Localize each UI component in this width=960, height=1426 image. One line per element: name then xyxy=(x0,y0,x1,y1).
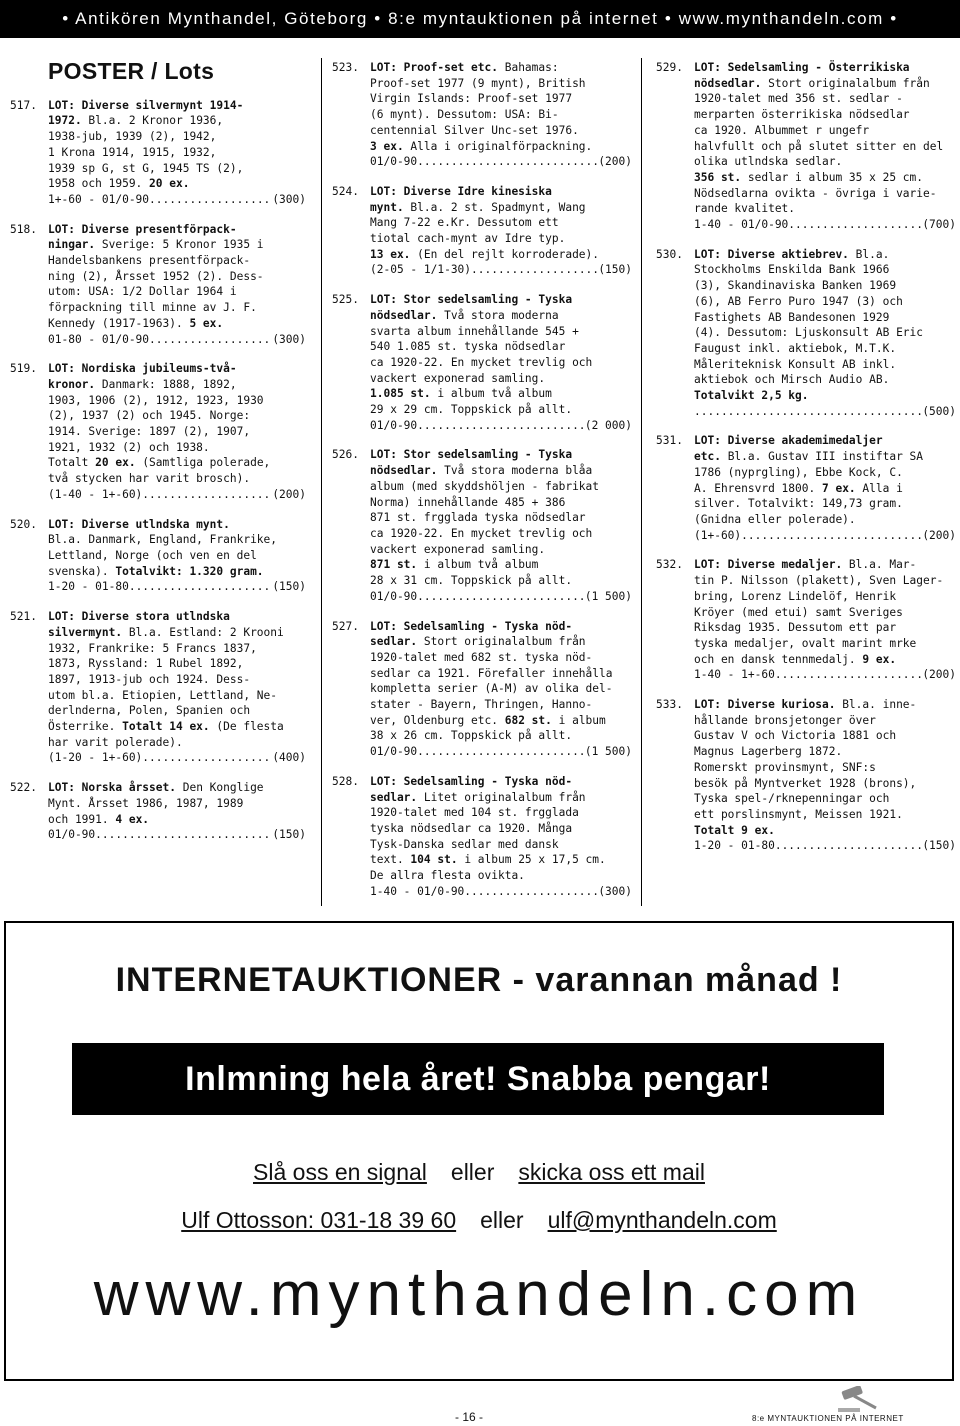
lot-price-line xyxy=(48,827,306,843)
lot-item xyxy=(332,292,632,433)
lot-text-line: 1938-jub, 1939 (2), 1942, xyxy=(48,130,217,144)
lot-column-1 xyxy=(10,60,306,857)
lot-text-line: Nödsedlarna ovikta - övriga i varie- xyxy=(694,186,937,200)
lot-item xyxy=(332,447,632,604)
lot-text-line: silvermynt. Bl.a. Estland: 2 Krooni xyxy=(48,625,284,639)
lot-price: (300) xyxy=(272,192,306,206)
lot-text-line: sedlar ca 1921. Förefaller innehålla xyxy=(370,666,613,680)
lot-description xyxy=(48,361,306,502)
lot-text-line: merparten österrikiska nödsedlar xyxy=(694,108,910,122)
lot-text-line: två stycken har varit brosch). xyxy=(48,472,251,486)
lot-price-line xyxy=(370,418,632,434)
lot-price: (150) xyxy=(922,839,956,853)
lot-text-line: derlnderna, Polen, Spanien och xyxy=(48,704,251,718)
lot-text-line: rande kvalitet. xyxy=(694,202,796,216)
lot-description xyxy=(370,60,632,170)
lot-description xyxy=(694,697,956,854)
lot-text-line: har varit polerade). xyxy=(48,735,183,749)
lot-description xyxy=(48,780,306,843)
lot-item xyxy=(656,697,956,854)
lot-grade: 1-40 - 1+-60 xyxy=(694,668,775,682)
lot-text-line: LOT: Diverse medaljer. Bl.a. Mar- xyxy=(694,558,917,572)
column-divider-1 xyxy=(321,58,322,906)
lot-text-line: 1920-talet med 682 st. tyska nöd- xyxy=(370,650,593,664)
leader-dots xyxy=(788,217,922,233)
column-divider-2 xyxy=(641,58,642,906)
lot-number: 518. xyxy=(10,222,37,236)
lot-grade: (2-05 - 1/1-30) xyxy=(370,263,472,277)
lot-number: 519. xyxy=(10,362,37,376)
lot-item xyxy=(332,774,632,900)
ad-url[interactable]: www.mynthandeln.com xyxy=(93,1260,865,1329)
lot-text-line: kompletta serier (A-M) av olika del- xyxy=(370,682,613,696)
lot-number: 522. xyxy=(10,781,37,795)
lot-description xyxy=(694,247,956,420)
lot-text-line: 356 st. sedlar i album 35 x 25 cm. xyxy=(694,170,924,184)
lot-number: 525. xyxy=(332,293,359,307)
lot-text-line: sedlar. Stort originalalbum från xyxy=(370,635,586,649)
lot-text-line: vackert exponerad samling. xyxy=(370,371,546,385)
lot-text-line: 1932, Frankrike: 5 Francs 1837, xyxy=(48,641,257,655)
lot-text-line: tin P. Nilsson (plakett), Sven Lager- xyxy=(694,574,944,588)
lot-item xyxy=(332,619,632,760)
lot-text-line: LOT: Diverse utlndska mynt. xyxy=(48,517,230,531)
lot-description xyxy=(370,292,632,433)
lot-description xyxy=(370,184,632,278)
lot-text-line: svenska). Totalvikt: 1.320 gram. xyxy=(48,564,264,578)
lot-text-line: LOT: Stor sedelsamling - Tyska xyxy=(370,448,573,462)
lot-item xyxy=(656,247,956,420)
lot-text-line: Stockholms Enskilda Bank 1966 xyxy=(694,263,890,277)
lot-grade: (1-40 - 1+-60) xyxy=(48,487,143,501)
lot-number: 526. xyxy=(332,448,359,462)
ad-headline: INTERNETAUKTIONER - varannan månad ! xyxy=(115,961,843,999)
lot-item xyxy=(332,60,632,170)
lot-text-line: LOT: Diverse akademimedaljer xyxy=(694,434,883,448)
lot-text-line: Mynt. Årsset 1986, 1987, 1989 xyxy=(48,796,244,810)
lot-number: 524. xyxy=(332,184,359,198)
lot-text-line: och en dansk tennmedalj. 9 ex. xyxy=(694,652,897,666)
lot-text-line: ver, Oldenburg etc. 682 st. i album xyxy=(370,713,606,727)
leader-dots xyxy=(149,192,272,208)
lot-text-line: Österrike. Totalt 14 ex. (De flesta xyxy=(48,720,284,734)
lot-text-line: LOT: Diverse stora utlndska xyxy=(48,610,230,624)
lot-price: (200) xyxy=(922,528,956,542)
lot-text-line: LOT: Diverse aktiebrev. Bl.a. xyxy=(694,247,890,261)
or-text-2: eller xyxy=(480,1207,524,1233)
lot-number: 527. xyxy=(332,619,359,633)
lot-text-line: 1920-talet med 356 st. sedlar - xyxy=(694,92,903,106)
lot-text-line: (Gnidna eller polerade). xyxy=(694,512,856,526)
leader-dots xyxy=(129,579,272,595)
page-heading: POSTER / Lots xyxy=(48,58,215,84)
lot-text-line: svarta album innehållande 545 + xyxy=(370,324,579,338)
leader-dots xyxy=(694,404,922,420)
lot-text-line: nödsedlar. Stort originalalbum från xyxy=(694,76,930,90)
lot-text-line: ca 1920. Albummet r ungefr xyxy=(694,123,870,137)
lot-text-line: Kennedy (1917-1963). 5 ex. xyxy=(48,316,224,330)
ad-call-line xyxy=(6,1159,952,1186)
advertisement-box xyxy=(4,921,954,1381)
leader-dots xyxy=(471,262,598,278)
lot-number: 531. xyxy=(656,434,683,448)
lot-price: (150) xyxy=(598,263,632,277)
lot-price: (150) xyxy=(272,828,306,842)
lot-text-line: ningar. Sverige: 5 Kronor 1935 i xyxy=(48,238,264,252)
lot-text-line: 1939 sp G, st G, 1945 TS (2), xyxy=(48,161,244,175)
lot-text-line: sedlar. Litet originalalbum från xyxy=(370,790,586,804)
lot-text-line: Lettland, Norge (och ven en del xyxy=(48,548,257,562)
lot-text-line: aktiebok och Mirsch Audio AB. xyxy=(694,373,890,387)
lot-grade: 01/0-90 xyxy=(370,745,418,759)
lot-text-line: LOT: Diverse Idre kinesiska xyxy=(370,184,552,198)
lot-text-line: text. 104 st. i album 25 x 17,5 cm. xyxy=(370,853,606,867)
lot-grade: 01-80 - 01/0-90 xyxy=(48,332,150,346)
lot-text-line: etc. Bl.a. Gustav III instiftar SA xyxy=(694,450,924,464)
leader-dots xyxy=(142,750,272,766)
lot-item xyxy=(10,98,306,208)
lot-text-line: Handelsbankens presentförpack- xyxy=(48,254,251,268)
lot-text-line: 38 x 26 cm. Toppskick på allt. xyxy=(370,729,573,743)
lot-description xyxy=(694,433,956,543)
lot-text-line: LOT: Norska årsset. Den Konglige xyxy=(48,781,264,795)
leader-dots xyxy=(417,744,585,760)
lot-text-line: Virgin Islands: Proof-set 1977 xyxy=(370,92,573,106)
lot-text-line: 871 st. i album två album xyxy=(370,558,539,572)
lot-description xyxy=(48,609,306,766)
leader-dots xyxy=(464,884,598,900)
lot-item xyxy=(10,780,306,843)
lot-text-line: 1972. Bl.a. 2 Kronor 1936, xyxy=(48,114,224,128)
lot-item xyxy=(10,609,306,766)
lot-text-line: bring, Lorenz Lindelöf, Henrik xyxy=(694,589,897,603)
lot-price-line xyxy=(370,589,632,605)
lot-text-line: 1873, Ryssland: 1 Rubel 1892, xyxy=(48,657,244,671)
lot-text-line: Faugust inkl. aktiebok, M.T.K. xyxy=(694,341,897,355)
footer-text: 8:e MYNTAUKTIONEN PÅ INTERNET xyxy=(752,1414,904,1423)
lot-text-line: album (med skyddshöljen - fabrikat xyxy=(370,479,600,493)
lot-text-line: 871 st. frgglada tyska nödsedlar xyxy=(370,511,586,525)
lot-text-line: Tysk-Danska sedlar med dansk xyxy=(370,837,559,851)
lot-price-line xyxy=(694,404,956,420)
leader-dots xyxy=(95,827,272,843)
lot-price-line xyxy=(48,192,306,208)
lot-text-line: Magnus Lagerberg 1872. xyxy=(694,745,843,759)
lot-text-line: 3 ex. Alla i originalförpackning. xyxy=(370,139,593,153)
lot-column-3 xyxy=(656,60,956,868)
lot-number: 529. xyxy=(656,61,683,74)
mail-link[interactable]: skicka oss ett mail xyxy=(518,1159,705,1185)
lot-text-line: 1.085 st. i album två album xyxy=(370,387,552,401)
lot-price: (300) xyxy=(598,884,632,898)
lot-text-line: 1903, 1906 (2), 1912, 1923, 1930 xyxy=(48,393,264,407)
lot-text-line: Måleriteknisk Konsult AB inkl. xyxy=(694,357,897,371)
lot-text-line: ning (2), Årsset 1952 (2). Dess- xyxy=(48,269,264,283)
lot-text-line: Norma) innehållande 485 + 386 xyxy=(370,495,566,509)
lot-description xyxy=(370,447,632,604)
lot-price: (200) xyxy=(272,487,306,501)
lot-price-line xyxy=(370,884,632,900)
lot-text-line: utom bl.a. Etiopien, Lettland, Ne- xyxy=(48,688,278,702)
lot-text-line: LOT: Sedelsamling - Tyska nöd- xyxy=(370,774,573,788)
lot-number: 530. xyxy=(656,247,683,261)
lot-text-line: hållande bronsjetonger över xyxy=(694,713,876,727)
leader-dots xyxy=(417,154,598,170)
lot-text-line: 13 ex. (En del rejlt korroderade). xyxy=(370,247,600,261)
lot-item xyxy=(656,433,956,543)
lot-grade: (1+-60) xyxy=(694,528,742,542)
lot-text-line: 1786 (nyprgling), Ebbe Kock, C. xyxy=(694,465,903,479)
lot-text-line: tyska nödsedlar ca 1920. Många xyxy=(370,821,573,835)
lot-text-line: olika utlndska sedlar. xyxy=(694,155,843,169)
lot-text-line: nödsedlar. Två stora moderna xyxy=(370,308,559,322)
lot-text-line: LOT: Diverse silvermynt 1914- xyxy=(48,98,244,112)
or-text: eller xyxy=(450,1159,495,1185)
gavel-icon xyxy=(836,1386,886,1414)
lot-price-line xyxy=(370,744,632,760)
lot-text-line: tyska medaljer, ovalt marint mrke xyxy=(694,636,917,650)
lot-grade: 01/0-90 xyxy=(370,589,418,603)
lot-text-line: Bl.a. Danmark, England, Frankrike, xyxy=(48,533,278,547)
lot-text-line: Totalvikt 2,5 kg. xyxy=(694,389,809,403)
email-link[interactable]: ulf@mynthandeln.com xyxy=(547,1207,777,1233)
leader-dots xyxy=(417,589,585,605)
lot-number: 521. xyxy=(10,610,37,624)
leader-dots xyxy=(775,667,922,683)
lot-price-line xyxy=(370,262,632,278)
lot-text-line: Romerskt provinsmynt, SNF:s xyxy=(694,760,876,774)
lot-text-line: tiotal cach-mynt av Idre typ. xyxy=(370,232,566,246)
lot-price: (700) xyxy=(922,218,956,232)
lot-price-line xyxy=(48,750,306,766)
lot-text-line: Gustav V och Victoria 1881 och xyxy=(694,729,897,743)
lot-number: 532. xyxy=(656,558,683,572)
lot-price: (1 500) xyxy=(584,589,632,603)
lot-text-line: mynt. Bl.a. 2 st. Spadmynt, Wang xyxy=(370,200,586,214)
lot-text-line: (6 mynt). Dessutom: USA: Bi- xyxy=(370,108,559,122)
lot-price-line xyxy=(694,528,956,544)
lot-number: 523. xyxy=(332,61,359,74)
lot-text-line: ett porslinsmynt, Meissen 1921. xyxy=(694,807,903,821)
lot-price: (200) xyxy=(922,668,956,682)
lot-item xyxy=(10,222,306,348)
lot-text-line: Fastighets AB Bandesonen 1929 xyxy=(694,310,890,324)
lot-grade: 1+-60 - 01/0-90 xyxy=(48,192,150,206)
lot-text-line: kronor. Danmark: 1888, 1892, xyxy=(48,377,237,391)
lot-description xyxy=(48,517,306,596)
lot-description xyxy=(694,557,956,683)
leader-dots xyxy=(775,838,922,854)
lot-item xyxy=(656,557,956,683)
lot-grade: 1-20 - 01-80 xyxy=(694,839,775,853)
lot-item xyxy=(10,517,306,596)
lot-text-line: ca 1920-22. En mycket trevlig och xyxy=(370,355,593,369)
header-banner: • Antikören Mynthandel, Göteborg • 8:e myntauktionen på internet • www.mynthandeln.com • xyxy=(0,0,960,38)
lot-price: (1 500) xyxy=(584,745,632,759)
lot-price-line xyxy=(48,332,306,348)
ad-banner: Inlmning hela året! Snabba pengar! xyxy=(72,1043,884,1115)
lot-text-line: 540 1.085 st. tyska nödsedlar xyxy=(370,340,566,354)
lot-text-line: silver. Totalvikt: 149,73 gram. xyxy=(694,497,903,511)
lot-text-line: LOT: Proof-set etc. Bahamas: xyxy=(370,61,559,74)
lot-text-line: LOT: Stor sedelsamling - Tyska xyxy=(370,293,573,307)
lot-price-line xyxy=(694,217,956,233)
lot-price-line xyxy=(694,838,956,854)
lot-grade: 01/0-90 xyxy=(48,828,96,842)
lot-text-line: 29 x 29 cm. Toppskick på allt. xyxy=(370,403,573,417)
lot-text-line: utom: USA: 1/2 Dollar 1964 i xyxy=(48,285,237,299)
lot-text-line: förpackning till minne av J. F. xyxy=(48,301,257,315)
lot-text-line: Proof-set 1977 (9 mynt), British xyxy=(370,76,586,90)
lot-description xyxy=(370,619,632,760)
lot-text-line: LOT: Diverse kuriosa. Bl.a. inne- xyxy=(694,698,917,712)
lot-text-line: stater - Bayern, Thringen, Hanno- xyxy=(370,698,593,712)
lot-price: (500) xyxy=(922,404,956,418)
lot-text-line: Riksdag 1935. Dessutom ett par xyxy=(694,621,897,635)
lot-price: (400) xyxy=(272,751,306,765)
lot-item xyxy=(10,361,306,502)
lot-description xyxy=(694,60,956,233)
lot-price-line xyxy=(694,667,956,683)
lot-text-line: nödsedlar. Två stora moderna blåa xyxy=(370,464,593,478)
leader-dots xyxy=(149,332,272,348)
ad-contact-line xyxy=(6,1207,952,1234)
lot-text-line: 28 x 31 cm. Toppskick på allt. xyxy=(370,574,573,588)
lot-number: 520. xyxy=(10,517,37,531)
lot-number: 517. xyxy=(10,98,37,112)
lot-text-line: 1 Krona 1914, 1915, 1932, xyxy=(48,145,217,159)
lot-item xyxy=(332,184,632,278)
lot-text-line: De allra flesta ovikta. xyxy=(370,869,525,883)
lot-price-line xyxy=(48,487,306,503)
lot-text-line: 1920-talet med 104 st. frgglada xyxy=(370,806,579,820)
page-number: - 16 - xyxy=(455,1410,484,1424)
lot-text-line: A. Ehrensvrd 1800. 7 ex. Alla i xyxy=(694,481,903,495)
lot-grade: 1-40 - 01/0-90 xyxy=(370,884,465,898)
lot-text-line: ca 1920-22. En mycket trevlig och xyxy=(370,526,593,540)
lot-text-line: Totalt 20 ex. (Samtliga polerade, xyxy=(48,456,271,470)
lot-text-line: och 1991. 4 ex. xyxy=(48,812,150,826)
lot-text-line: (6), AB Ferro Puro 1947 (3) och xyxy=(694,294,903,308)
leader-dots xyxy=(142,487,272,503)
lot-text-line: 1921, 1932 (2) och 1938. xyxy=(48,440,210,454)
lot-text-line: (4). Dessutom: Ljuskonsult AB Eric xyxy=(694,326,924,340)
lot-text-line: (2), 1937 (2) och 1945. Norge: xyxy=(48,409,251,423)
lot-text-line: Kröyer (med etui) samt Sveriges xyxy=(694,605,903,619)
lot-text-line: Mang 7-22 e.Kr. Dessutom ett xyxy=(370,216,559,230)
leader-dots xyxy=(741,528,922,544)
lot-description xyxy=(370,774,632,900)
lot-grade: (1-20 - 1+-60) xyxy=(48,751,143,765)
lot-text-line: vackert exponerad samling. xyxy=(370,542,546,556)
lot-grade: 1-20 - 01-80 xyxy=(48,580,129,594)
lot-text-line: 1897, 1913-jub och 1924. Dess- xyxy=(48,672,251,686)
lot-price: (300) xyxy=(272,332,306,346)
leader-dots xyxy=(417,418,585,434)
lot-text-line: 1914. Sverige: 1897 (2), 1907, xyxy=(48,425,251,439)
lot-text-line: LOT: Sedelsamling - Tyska nöd- xyxy=(370,619,573,633)
lot-description xyxy=(48,98,306,208)
call-link[interactable]: Slå oss en signal xyxy=(253,1159,427,1185)
lot-text-line: Totalt 9 ex. xyxy=(694,823,775,837)
lot-text-line: centennial Silver Unc-set 1976. xyxy=(370,123,579,137)
lot-text-line: LOT: Nordiska jubileums-två- xyxy=(48,362,237,376)
lot-description xyxy=(48,222,306,348)
lot-text-line: halvfullt och på slutet sitter en del xyxy=(694,139,944,153)
lot-text-line: Tyska spel-/rknepenningar och xyxy=(694,792,890,806)
lot-price: (2 000) xyxy=(584,418,632,432)
lot-price-line xyxy=(370,154,632,170)
lot-grade: 01/0-90 xyxy=(370,155,418,169)
lot-text-line: besök på Myntverket 1928 (brons), xyxy=(694,776,917,790)
lot-number: 528. xyxy=(332,774,359,788)
lot-text-line: 1958 och 1959. 20 ex. xyxy=(48,177,190,191)
lot-text-line: LOT: Diverse presentförpack- xyxy=(48,222,237,236)
lot-price: (200) xyxy=(598,155,632,169)
lot-item xyxy=(656,60,956,233)
lot-text-line: (3), Skandinaviska Banken 1969 xyxy=(694,279,897,293)
lot-grade: 01/0-90 xyxy=(370,418,418,432)
lot-grade: 1-40 - 01/0-90 xyxy=(694,218,789,232)
lot-number: 533. xyxy=(656,698,683,712)
phone-link[interactable]: Ulf Ottosson: 031-18 39 60 xyxy=(181,1207,457,1233)
lot-price: (150) xyxy=(272,580,306,594)
lot-price-line xyxy=(48,579,306,595)
lot-text-line: LOT: Sedelsamling - Österrikiska xyxy=(694,61,910,74)
lot-column-2 xyxy=(332,60,632,913)
